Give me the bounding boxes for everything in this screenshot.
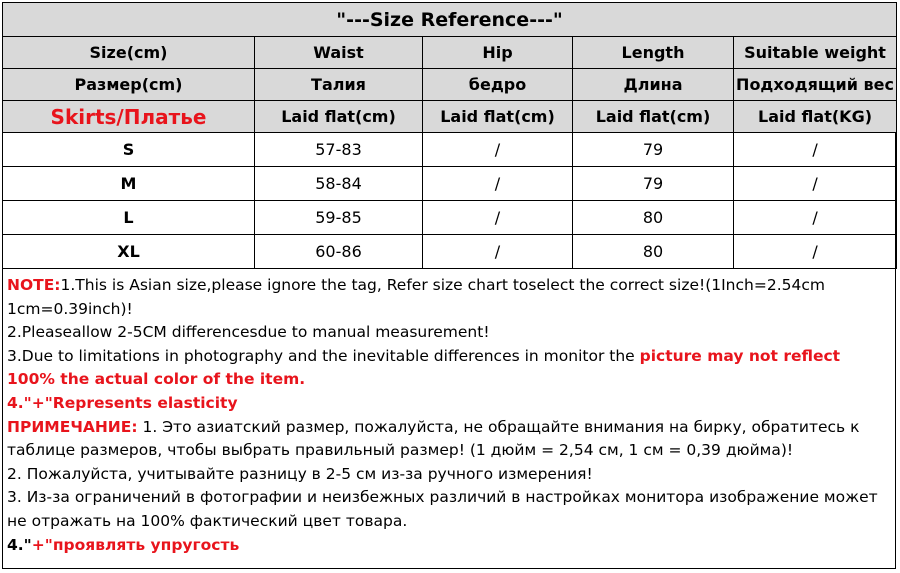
note-ru-4-highlight: +"проявлять упругость: [31, 535, 240, 554]
header-hip-ru: бедро: [423, 69, 573, 101]
header-row-en: [3, 37, 897, 69]
weight-value: /: [734, 235, 897, 269]
header-unit-length: Laid flat(cm): [573, 101, 734, 133]
size-label: S: [3, 133, 255, 167]
hip-value: /: [423, 201, 573, 235]
header-row-ru: [3, 69, 897, 101]
header-length: Length: [573, 37, 734, 69]
header-hip: Hip: [423, 37, 573, 69]
note-2: 2.Pleaseallow 2-5CM differencesdue to manual measurement!: [7, 323, 490, 342]
waist-value: 59-85: [255, 201, 423, 235]
note-3-highlight: picture may not reflect 100% the actual color of the item.: [7, 346, 841, 389]
hip-value: /: [423, 167, 573, 201]
waist-value: 60-86: [255, 235, 423, 269]
table-title: "---Size Reference---": [3, 3, 897, 37]
table-row-s: [3, 133, 897, 167]
note-ru-2: 2. Пожалуйста, учитывайте разницу в 2-5 см из-за ручного измерения!: [7, 464, 593, 483]
note-ru-label: ПРИМЕЧАНИЕ:: [7, 417, 138, 436]
hip-value: /: [423, 133, 573, 167]
header-waist-ru: Талия: [255, 69, 423, 101]
size-reference-table: [2, 2, 897, 269]
note-ru-4-prefix: 4.": [7, 535, 32, 554]
note-label: NOTE:: [7, 276, 61, 294]
waist-value: 57-83: [255, 133, 423, 167]
notes-section: [3, 274, 891, 557]
waist-value: 58-84: [255, 167, 423, 201]
weight-value: /: [734, 167, 897, 201]
table-row-m: [3, 167, 897, 201]
weight-value: /: [734, 133, 897, 167]
size-label: L: [3, 201, 255, 235]
note-ru-4: [3, 534, 891, 558]
note-ru-1-text: 1. Это азиатский размер, пожалуйста, не обращайте внимания на бирку, обратитесь к таблице размеров, чтобы выбрать правильный размер! (1 дюйм = 2,54 см, 1 см = 0,39 дюйма)!: [7, 417, 860, 460]
header-weight-ru: Подходящий вес: [734, 69, 897, 101]
note-3: [3, 345, 891, 392]
header-unit-hip: Laid flat(cm): [423, 101, 573, 133]
weight-value: /: [734, 201, 897, 235]
note-4: 4."+"Represents elasticity: [7, 393, 238, 412]
table-title-row: [3, 3, 897, 37]
note-3-text: 3.Due to limitations in photography and the inevitable differences in monitor the: [7, 346, 640, 365]
length-value: 79: [573, 167, 734, 201]
size-label: XL: [3, 235, 255, 269]
note-ru-3: 3. Из-за ограничений в фотографии и неизбежных различий в настройках монитора изображение может не отражать на 100% фактический цвет товара.: [7, 488, 878, 530]
header-unit-waist: Laid flat(cm): [255, 101, 423, 133]
header-waist: Waist: [255, 37, 423, 69]
table-row-l: [3, 201, 897, 235]
header-size-ru: Размер(cm): [3, 69, 255, 101]
header-size: Size(cm): [3, 37, 255, 69]
length-value: 80: [573, 235, 734, 269]
note-1-text: 1.This is Asian size,please ignore the tag, Refer size chart toselect the correct size!(1Inch=2.54cm 1cm=0.39inch)!: [7, 276, 825, 318]
header-skirts: Skirts/Платье: [3, 101, 255, 133]
header-row-unit: [3, 101, 897, 133]
header-unit-weight: Laid flat(KG): [734, 101, 897, 133]
size-label: M: [3, 167, 255, 201]
length-value: 79: [573, 133, 734, 167]
hip-value: /: [423, 235, 573, 269]
header-length-ru: Длина: [573, 69, 734, 101]
table-row-xl: [3, 235, 897, 269]
note-1: [3, 274, 891, 321]
header-weight: Suitable weight: [734, 37, 897, 69]
length-value: 80: [573, 201, 734, 235]
note-ru-1: [3, 416, 891, 463]
